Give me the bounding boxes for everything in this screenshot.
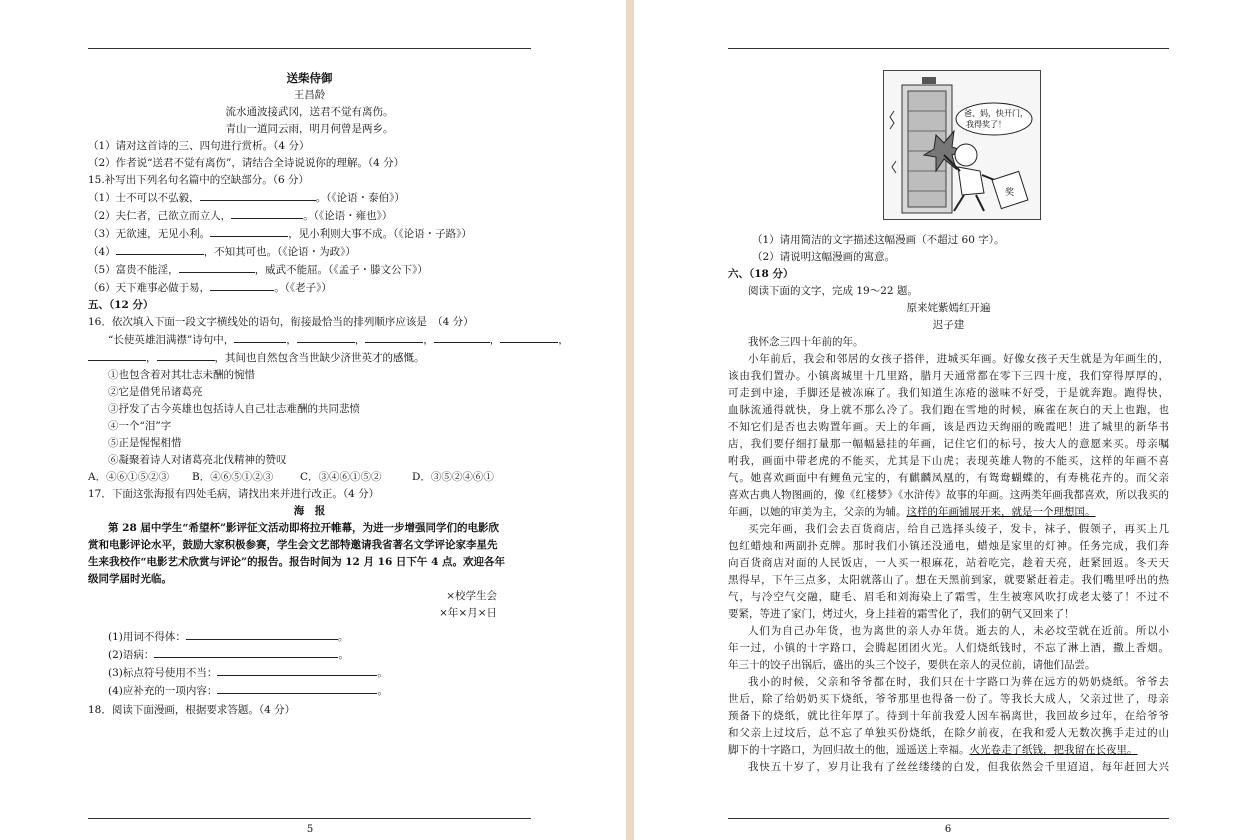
fill-blank-suffix: ，见小利则大事不成。（《论语・子路》） bbox=[288, 228, 472, 240]
fill-blank-prefix: （6）天下难事必做于易， bbox=[88, 282, 211, 294]
answer-blank[interactable] bbox=[88, 349, 146, 361]
poem-title: 送柴侍御 bbox=[286, 71, 333, 85]
answer-blank[interactable] bbox=[217, 664, 377, 676]
essay-line bbox=[728, 419, 1169, 436]
answer-blank[interactable] bbox=[186, 628, 338, 640]
q16-choices bbox=[88, 469, 531, 486]
essay-text: 黑得早，下午三点多，太阳就落山了。想在天黑前到家，就要紧赶着走。我们嘴里呼出的热 bbox=[728, 574, 1169, 586]
essay-text: 我小的时候，父亲和爷爷都在时，我们只在十字路口为葬在远方的奶奶烧纸。爷爷去 bbox=[748, 676, 1169, 688]
answer-blank[interactable] bbox=[200, 189, 316, 201]
cartoon-drawing bbox=[884, 71, 1040, 219]
q17-answer-list bbox=[88, 628, 531, 700]
choice-c[interactable]: C．③④⑥①⑤② bbox=[300, 471, 382, 483]
fill-blank-item bbox=[88, 261, 531, 279]
essay-text: 年画，以她的审美为主，父亲的为辅。 bbox=[728, 506, 907, 518]
essay-line: 我怀念三四十年前的年。 bbox=[748, 336, 864, 348]
answer-blank[interactable] bbox=[154, 646, 338, 658]
page-number: 6 bbox=[944, 824, 952, 835]
poster-line: 生来我校作“电影艺术欣赏与评论”的报告。报告时间为 12 月 16 日下午 4 点。欢迎各年 bbox=[88, 556, 506, 568]
q16-option: ⑤正是惺惺相惜 bbox=[108, 437, 182, 449]
q17-answer-item: (1)用词不得体： 。 bbox=[88, 628, 531, 646]
fill-blank-item bbox=[88, 189, 531, 207]
answer-blank[interactable] bbox=[231, 207, 303, 219]
essay-text: 向百货商店对面的人民饭店，一人买一根麻花，站着吃完，趁着天亮，赶紧回返。冬天天 bbox=[728, 557, 1169, 569]
essay-line bbox=[728, 572, 1169, 589]
essay-text: 预备下的烧纸，就比往年厚了。待到十年前我爱人因车祸离世，我回故乡过年，在给爷爷 bbox=[728, 710, 1169, 722]
fill-blank-prefix: （1）士不可以不弘毅， bbox=[88, 192, 200, 204]
q16-tail: ，其间也自然包含当世缺少济世英才的感慨。 bbox=[214, 352, 425, 364]
left-page bbox=[0, 0, 626, 840]
essay-line bbox=[728, 657, 1169, 674]
essay-line bbox=[728, 538, 1169, 555]
question-line: （2）作者说“送君不觉有离伤”，请结合全诗说说你的理解。（4 分） bbox=[88, 157, 405, 169]
underlined-sentence: 这样的年画铺展开来，就是一个理想国。 bbox=[906, 506, 1096, 518]
fill-blank-prefix: （3）无欲速，无见小利。 bbox=[88, 228, 211, 240]
essay-line bbox=[728, 521, 1169, 538]
right-page bbox=[634, 0, 1258, 840]
q17-answer-label: (3)标点符号使用不当： bbox=[108, 667, 218, 679]
answer-blank[interactable] bbox=[365, 331, 423, 343]
essay-text: 不知它们是否也去购置年画。天上的年画，该是西边天绚丽的晚霞吧！进了城里的新华书 bbox=[728, 421, 1169, 433]
fill-blank-item bbox=[88, 243, 531, 261]
footer-rule bbox=[88, 818, 531, 819]
essay-line bbox=[728, 436, 1169, 453]
header-rule bbox=[728, 48, 1169, 49]
poster-date: ×年×月×日 bbox=[439, 607, 497, 619]
q16-option: ①也包含着对其壮志未酬的惋惜 bbox=[108, 369, 255, 381]
speech-text: 爸、妈，快开门， bbox=[964, 109, 1028, 118]
essay-line bbox=[728, 640, 1169, 657]
essay-text: 小年前后，我会和邻居的女孩子搭伴，进城买年画。好像女孩子天生就是为年画生的， bbox=[748, 353, 1169, 365]
essay-text: 血脉流通得就快，身上就不那么冷了。我们跑在雪地的时候，麻雀在灰白的天上也跑，也 bbox=[728, 404, 1169, 416]
poster-title: 海 报 bbox=[293, 505, 326, 517]
question-16: 16．依次填入下面一段文字横线处的语句，衔接最恰当的排列顺序应该是 （4 分） bbox=[88, 316, 474, 328]
essay-text: 人们为自己办年货，也为离世的亲人办年货。逝去的人，未必坟茔就在近前。所以小 bbox=[748, 625, 1169, 637]
essay-text: 年一过，小镇的十字路口，会腾起团团火光。人们烧纸钱时，不忘了淋上酒，撒上香烟。 bbox=[728, 642, 1169, 654]
essay-line bbox=[728, 470, 1169, 487]
q17-answer-item: (2)语病： 。 bbox=[88, 646, 531, 664]
poem-line: 流水通波接武冈，送君不觉有离伤。 bbox=[225, 106, 394, 118]
q16-stem-tail: ， ，其间也自然包含当世缺少济世英才的感慨。 bbox=[88, 349, 531, 367]
essay-line bbox=[728, 453, 1169, 470]
answer-blank[interactable] bbox=[210, 279, 274, 291]
poster-line: 级同学届时光临。 bbox=[88, 573, 172, 585]
essay-line bbox=[728, 691, 1169, 708]
essay-text: 脚下的十字路口，为回归故土的他，遥遥送上幸福。 bbox=[728, 744, 970, 756]
essay-text: 世后，除了给奶奶买下烧纸，爷爷那里也得备一份了。等我长大成人，父亲过世了，母亲 bbox=[728, 693, 1169, 705]
essay-author: 迟子建 bbox=[932, 319, 965, 331]
choice-b[interactable]: B．④⑥⑤①②③ bbox=[192, 471, 274, 483]
essay-line bbox=[728, 589, 1169, 606]
section-heading: 六、（18 分） bbox=[728, 268, 794, 280]
fill-blank-item bbox=[88, 279, 531, 297]
certificate-label: 奖 bbox=[1005, 188, 1015, 198]
reading-instruction: 阅读下面的文字，完成 19～22 题。 bbox=[748, 285, 918, 297]
essay-text: 包红蜡烛和两副扑克牌。那时我们小镇还没通电，蜡烛是家里的灯神。任务完成，我们奔 bbox=[728, 540, 1169, 552]
q16-quote: “长使英雄泪满襟”诗句中， bbox=[108, 334, 235, 346]
header-rule bbox=[88, 48, 531, 49]
speech-text: 我得奖了！ bbox=[966, 120, 1006, 129]
essay-text: 咐我，画面中带老虎的不能买，尤其是下山虎；表现英雄人物的不能买，这样的年画不喜 bbox=[728, 455, 1169, 467]
essay-text: 要紧，等进了家门，烤过火，身上挂着的霜雪化了，我们的朝气又回来了！ bbox=[728, 608, 1075, 620]
essay-text: 买完年画，我们会去百货商店，给自己选择头绫子，发卡，袜子，假领子，再买上几 bbox=[748, 523, 1169, 535]
answer-blank[interactable] bbox=[234, 331, 286, 343]
essay-text: 气，与冷空气交融，睫毛、眉毛和刘海染上了霜雪，生生被寒风吹打成老太婆了！不过不 bbox=[728, 591, 1169, 603]
fill-blank-prefix: （4） bbox=[88, 246, 116, 258]
essay-body bbox=[728, 351, 1169, 776]
answer-blank[interactable] bbox=[210, 225, 288, 237]
left-content bbox=[88, 70, 569, 719]
q18-sub: （1）请用简洁的文字描述这幅漫画（不超过 60 字）。 bbox=[752, 234, 1005, 246]
poster-signature: ×校学生会 bbox=[446, 590, 497, 602]
answer-blank[interactable] bbox=[434, 331, 490, 343]
fill-blank-list bbox=[88, 189, 531, 297]
essay-line bbox=[728, 555, 1169, 572]
essay-line bbox=[728, 504, 1169, 521]
q17-answer-item: (4)应补充的一项内容： 。 bbox=[88, 682, 531, 700]
underlined-sentence: 火光卷走了纸钱，把我留在长夜里。 bbox=[969, 744, 1138, 756]
fill-blank-prefix: （2）夫仁者，己欲立而立人， bbox=[88, 210, 232, 222]
fill-blank-suffix: 。（《论语・雍也》） bbox=[303, 210, 393, 222]
essay-line bbox=[728, 368, 1169, 385]
q17-answer-label: (1)用词不得体： bbox=[108, 631, 186, 643]
question-line: 15.补写出下列名句名篇中的空缺部分。（6 分） bbox=[88, 174, 309, 186]
q16-options bbox=[88, 367, 531, 469]
question-17: 17．下面这张海报有四处毛病，请找出来并进行改正。（4 分） bbox=[88, 488, 380, 500]
essay-line bbox=[728, 385, 1169, 402]
q17-answer-item: (3)标点符号使用不当： 。 bbox=[88, 664, 531, 682]
essay-text: 可走到中途，手脚还是被冻麻了。我们知道生冻疮的滋味不好受，于是就奔跑。跑得快， bbox=[728, 387, 1169, 399]
essay-line bbox=[728, 402, 1169, 419]
q16-option: ②它是借凭吊诸葛亮 bbox=[108, 386, 203, 398]
cartoon-image bbox=[883, 70, 1041, 220]
essay-line bbox=[728, 708, 1169, 725]
poem-author: 王昌龄 bbox=[293, 89, 326, 101]
fill-blank-suffix: ，威武不能屈。（《孟子・滕文公下》） bbox=[254, 264, 428, 276]
poster-line: 赏和电影评论水平，鼓励大家积极参赛，学生会文艺部特邀请我省著名文学评论家李星先 bbox=[88, 539, 498, 551]
question-18: 18．阅读下面漫画，根据要求答题。（4 分） bbox=[88, 704, 296, 716]
fill-blank-suffix: 。（《论语・泰伯》） bbox=[315, 192, 405, 204]
essay-line bbox=[728, 759, 1169, 776]
fill-blank-item bbox=[88, 207, 531, 225]
section-heading: 五、（12 分） bbox=[88, 299, 154, 311]
q16-option: ⑥凝聚着诗人对诸葛亮北伐精神的赞叹 bbox=[108, 454, 287, 466]
answer-blank[interactable] bbox=[157, 349, 215, 361]
essay-line bbox=[728, 674, 1169, 691]
essay-line bbox=[728, 351, 1169, 368]
q17-answer-label: (4)应补充的一项内容： bbox=[108, 685, 218, 697]
essay-line bbox=[728, 623, 1169, 640]
essay-line bbox=[728, 742, 1169, 759]
page-number: 5 bbox=[306, 824, 314, 835]
essay-text: 该由我们置办。小镇离城里十几里路，腊月天通常都在零下三四十度，我们穿得厚厚的， bbox=[728, 370, 1169, 382]
answer-blank[interactable] bbox=[500, 331, 558, 343]
poster-line: 第 28 届中学生“希望杯”影评征文活动即将拉开帷幕，为进一步增强同学们的电影欣 bbox=[108, 522, 500, 534]
choice-a[interactable]: A．④⑥①⑤②③ bbox=[88, 471, 170, 483]
q16-stem: “长使英雄泪满襟”诗句中， ， ， ， ， ， bbox=[88, 331, 531, 349]
choice-d[interactable]: D．③⑤②④⑥① bbox=[412, 471, 494, 483]
essay-line bbox=[728, 487, 1169, 504]
essay-title: 原来姹紫嫣红开遍 bbox=[906, 302, 991, 314]
fill-blank-suffix: 。（《老子》） bbox=[274, 282, 332, 294]
essay-text: 我快五十岁了，岁月让我有了丝丝缕缕的白发，但我依然会千里迢迢，每年赶回大兴 bbox=[748, 761, 1169, 773]
essay-text: 店，我们要仔细打量那一幅幅悬挂的年画，记住它们的标号，按大人的意愿来买。母亲嘱 bbox=[728, 438, 1169, 450]
answer-blank[interactable] bbox=[297, 331, 355, 343]
answer-blank[interactable] bbox=[179, 261, 255, 273]
answer-blank[interactable] bbox=[116, 243, 204, 255]
essay-text: 年三十的饺子出锅后，盛出的头三个饺子，要供在亲人的灵位前，请他们品尝。 bbox=[728, 659, 1096, 671]
fill-blank-item bbox=[88, 225, 531, 243]
question-line: （1）请对这首诗的三、四句进行赏析。（4 分） bbox=[88, 140, 310, 152]
fill-blank-suffix: ，不知其可也。（《论语・为政》） bbox=[203, 246, 356, 258]
q16-option: ④一个“泪”字 bbox=[108, 420, 172, 432]
poem-line: 青山一道同云雨，明月何曾是两乡。 bbox=[225, 123, 394, 135]
essay-text: 喜欢古典人物图画的，像《红楼梦》《水浒传》故事的年画。这两类年画我都喜欢，所以我买的 bbox=[728, 489, 1169, 501]
answer-blank[interactable] bbox=[217, 682, 377, 694]
fill-blank-prefix: （5）富贵不能淫， bbox=[88, 264, 179, 276]
footer-rule bbox=[728, 818, 1169, 819]
q18-sub: （2）请说明这幅漫画的寓意。 bbox=[752, 251, 896, 263]
q16-option: ③抒发了古今英雄也包括诗人自己壮志难酬的共同悲愤 bbox=[108, 403, 360, 415]
essay-line bbox=[728, 725, 1169, 742]
q17-answer-label: (2)语病： bbox=[108, 649, 155, 661]
essay-text: 气。她喜欢画面中有鲤鱼元宝的，有麒麟凤凰的，有鸳鸯蝴蝶的，有寿桃花卉的。而父亲 bbox=[728, 472, 1169, 484]
essay-text: 和父亲上过坟后，总不忘了单独买份烧纸，在除夕前夜，在我和爱人无数次携手走过的山 bbox=[728, 727, 1169, 739]
right-content bbox=[728, 232, 1169, 776]
essay-line bbox=[728, 606, 1169, 623]
